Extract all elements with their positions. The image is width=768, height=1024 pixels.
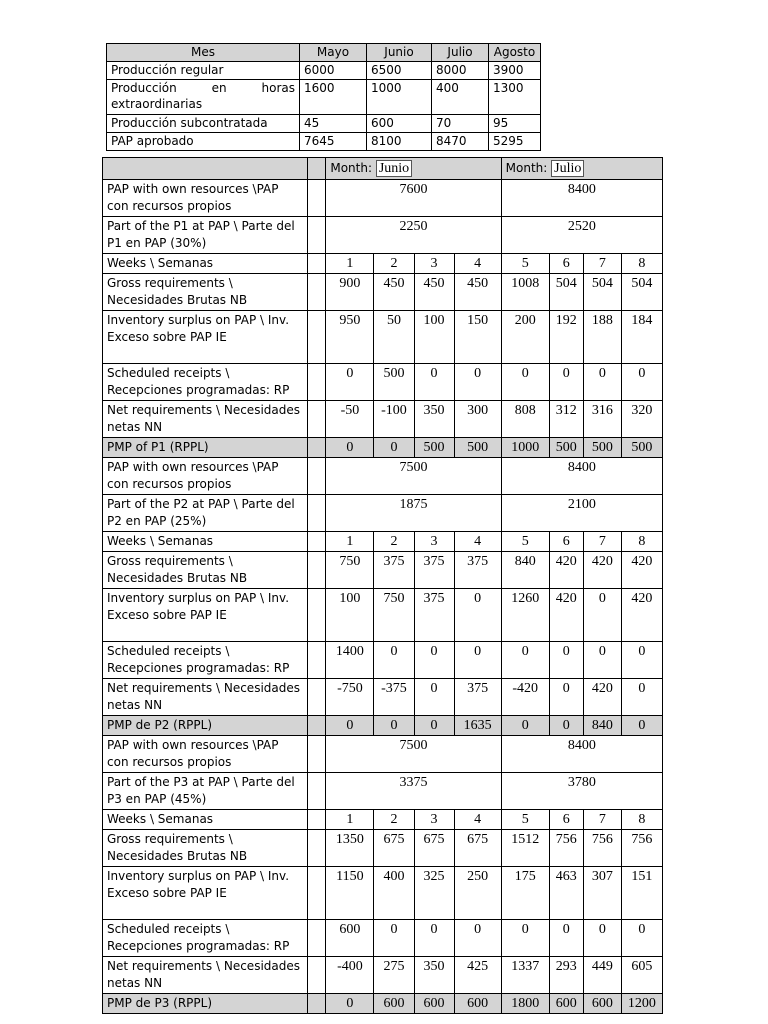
pmp-row-cell: 500: [583, 438, 621, 458]
scheduled-receipts-row-cell: 0: [501, 642, 549, 679]
gross-requirements-row-cell: 900: [326, 274, 374, 311]
pmp-row-cell: 1000: [501, 438, 549, 458]
weeks-row-cell: 8: [621, 810, 662, 830]
summary-cell: 95: [489, 115, 541, 133]
gross-requirements-row-cell: 1512: [501, 830, 549, 867]
net-requirements-row-cell: -50: [326, 401, 374, 438]
summary-header-row: [107, 44, 541, 62]
pap-row: [103, 458, 663, 495]
summary-header-cell: Agosto: [489, 44, 541, 62]
scheduled-receipts-row-cell: 500: [374, 364, 414, 401]
gross-requirements-row-cell: 675: [414, 830, 454, 867]
net-requirements-row-cell: 312: [549, 401, 583, 438]
weeks-row-cell: 2: [374, 532, 414, 552]
pmp-row: [103, 438, 663, 458]
inventory-surplus-row-cell: 950: [326, 311, 374, 364]
inventory-surplus-row: [103, 867, 663, 920]
part-row-value: 2520: [501, 217, 662, 254]
summary-row-label: Producción subcontratada: [107, 115, 300, 133]
pmp-row-cell: 600: [549, 994, 583, 1014]
spacer-cell: [308, 495, 326, 532]
pap-row-value: 7600: [326, 180, 501, 217]
gross-requirements-row-cell: 750: [326, 552, 374, 589]
inventory-surplus-row-cell: 50: [374, 311, 414, 364]
spacer-cell: [308, 180, 326, 217]
summary-cell: 6000: [300, 62, 367, 80]
gross-requirements-row-cell: 450: [414, 274, 454, 311]
scheduled-receipts-row-cell: 0: [501, 364, 549, 401]
scheduled-receipts-row-cell: 0: [326, 364, 374, 401]
part-row: [103, 217, 663, 254]
mps-table: [102, 157, 663, 1014]
scheduled-receipts-row: [103, 920, 663, 957]
inventory-surplus-row: [103, 311, 663, 364]
pmp-row-cell: 1200: [621, 994, 662, 1014]
inventory-surplus-row-cell: 420: [621, 589, 662, 642]
inventory-surplus-row-cell: 188: [583, 311, 621, 364]
summary-header-cell: Mayo: [300, 44, 367, 62]
pap-row-value: 7500: [326, 736, 501, 773]
inventory-surplus-row-cell: 100: [414, 311, 454, 364]
net-requirements-row-cell: 0: [549, 679, 583, 716]
scheduled-receipts-row-cell: 0: [583, 642, 621, 679]
net-requirements-row-cell: 0: [621, 679, 662, 716]
weeks-row-cell: 4: [454, 254, 501, 274]
month-header-junio: [326, 158, 501, 180]
gross-requirements-row-cell: 675: [454, 830, 501, 867]
gross-requirements-row: [103, 552, 663, 589]
gross-requirements-row-cell: 450: [374, 274, 414, 311]
net-requirements-row-cell: -420: [501, 679, 549, 716]
spacer-cell: [308, 920, 326, 957]
summary-row: [107, 80, 541, 115]
part-row-label: Part of the P2 at PAP \ Parte del P2 en PAP (25%): [103, 495, 308, 532]
pmp-row-cell: 600: [454, 994, 501, 1014]
mps-table-body: [103, 158, 663, 1014]
weeks-row-cell: 1: [326, 810, 374, 830]
gross-requirements-row: [103, 830, 663, 867]
net-requirements-row-label: Net requirements \ Necesidades netas NN: [103, 679, 308, 716]
spacer-cell: [308, 217, 326, 254]
weeks-row-label: Weeks \ Semanas: [103, 532, 308, 552]
inventory-surplus-row: [103, 589, 663, 642]
summary-row: [107, 62, 541, 80]
net-requirements-row: [103, 401, 663, 438]
gross-requirements-row-cell: 1350: [326, 830, 374, 867]
spacer-cell: [308, 532, 326, 552]
scheduled-receipts-row-cell: 0: [454, 642, 501, 679]
pmp-row-cell: 1800: [501, 994, 549, 1014]
scheduled-receipts-row-cell: 0: [374, 920, 414, 957]
scheduled-receipts-row-cell: 0: [549, 920, 583, 957]
weeks-row-label: Weeks \ Semanas: [103, 254, 308, 274]
weeks-row-cell: 6: [549, 254, 583, 274]
weeks-row: [103, 532, 663, 552]
scheduled-receipts-row-label: Scheduled receipts \ Recepciones programadas: RP: [103, 920, 308, 957]
scheduled-receipts-row-cell: 0: [454, 920, 501, 957]
pmp-row-cell: 500: [621, 438, 662, 458]
spacer-cell: [308, 401, 326, 438]
spacer-cell: [308, 364, 326, 401]
pap-row: [103, 736, 663, 773]
net-requirements-row-cell: -375: [374, 679, 414, 716]
month-value-junio[interactable]: Junio: [376, 160, 412, 177]
gross-requirements-row-cell: 420: [583, 552, 621, 589]
pmp-row-cell: 0: [501, 716, 549, 736]
pmp-row-cell: 0: [326, 716, 374, 736]
pmp-row-label: PMP de P3 (RPPL): [103, 994, 308, 1014]
scheduled-receipts-row-cell: 0: [374, 642, 414, 679]
part-row-value: 3780: [501, 773, 662, 810]
net-requirements-row-cell: 293: [549, 957, 583, 994]
net-requirements-row-cell: 316: [583, 401, 621, 438]
pap-row: [103, 180, 663, 217]
part-row-value: 1875: [326, 495, 501, 532]
spacer-cell: [308, 254, 326, 274]
spacer-cell: [308, 311, 326, 364]
part-row-label: Part of the P1 at PAP \ Parte del P1 en PAP (30%): [103, 217, 308, 254]
spacer-cell: [308, 736, 326, 773]
inventory-surplus-row-cell: 1260: [501, 589, 549, 642]
inventory-surplus-row-label: Inventory surplus on PAP \ Inv. Exceso sobre PAP IE: [103, 589, 308, 642]
weeks-row-cell: 8: [621, 254, 662, 274]
net-requirements-row-cell: -750: [326, 679, 374, 716]
pmp-row: [103, 994, 663, 1014]
pap-row-value: 8400: [501, 180, 662, 217]
inventory-surplus-row-cell: 420: [549, 589, 583, 642]
pmp-row-cell: 840: [583, 716, 621, 736]
summary-cell: 1300: [489, 80, 541, 115]
scheduled-receipts-row-cell: 0: [549, 642, 583, 679]
scheduled-receipts-row-cell: 0: [583, 920, 621, 957]
net-requirements-row-cell: 449: [583, 957, 621, 994]
pmp-row-cell: 500: [549, 438, 583, 458]
weeks-row-cell: 1: [326, 254, 374, 274]
pmp-row-cell: 0: [326, 438, 374, 458]
gross-requirements-row-label: Gross requirements \ Necesidades Brutas NB: [103, 830, 308, 867]
net-requirements-row-cell: 350: [414, 957, 454, 994]
weeks-row-cell: 2: [374, 254, 414, 274]
inventory-surplus-row-cell: 100: [326, 589, 374, 642]
inventory-surplus-row-cell: 463: [549, 867, 583, 920]
gross-requirements-row-cell: 375: [454, 552, 501, 589]
net-requirements-row-cell: 375: [454, 679, 501, 716]
weeks-row-cell: 7: [583, 810, 621, 830]
pap-row-label: PAP with own resources \PAP con recursos propios: [103, 458, 308, 495]
spacer-cell: [308, 642, 326, 679]
spacer-cell: [308, 957, 326, 994]
net-requirements-row-cell: 320: [621, 401, 662, 438]
gross-requirements-row-cell: 756: [549, 830, 583, 867]
net-requirements-row: [103, 957, 663, 994]
summary-cell: 3900: [489, 62, 541, 80]
summary-header-cell: Julio: [432, 44, 489, 62]
inventory-surplus-row-cell: 1150: [326, 867, 374, 920]
gross-requirements-row-cell: 420: [549, 552, 583, 589]
month-header-julio: [501, 158, 662, 180]
net-requirements-row-cell: 0: [414, 679, 454, 716]
spacer-cell: [308, 867, 326, 920]
pap-row-value: 7500: [326, 458, 501, 495]
net-requirements-row-label: Net requirements \ Necesidades netas NN: [103, 401, 308, 438]
summary-cell: 8100: [367, 133, 432, 151]
gross-requirements-row-label: Gross requirements \ Necesidades Brutas NB: [103, 274, 308, 311]
summary-cell: 5295: [489, 133, 541, 151]
spacer-cell: [308, 716, 326, 736]
summary-cell: 1000: [367, 80, 432, 115]
weeks-row-cell: 4: [454, 532, 501, 552]
pmp-row-cell: 600: [583, 994, 621, 1014]
pmp-row-cell: 0: [326, 994, 374, 1014]
weeks-row-cell: 3: [414, 810, 454, 830]
net-requirements-row-cell: 605: [621, 957, 662, 994]
spacer-cell: [308, 438, 326, 458]
pmp-row-cell: 500: [454, 438, 501, 458]
pmp-row-cell: 0: [374, 438, 414, 458]
scheduled-receipts-row-cell: 0: [501, 920, 549, 957]
scheduled-receipts-row-label: Scheduled receipts \ Recepciones programadas: RP: [103, 364, 308, 401]
pmp-row-cell: 0: [549, 716, 583, 736]
inventory-surplus-row-cell: 151: [621, 867, 662, 920]
pmp-row-cell: 1635: [454, 716, 501, 736]
weeks-row-cell: 7: [583, 254, 621, 274]
summary-cell: 7645: [300, 133, 367, 151]
weeks-row-cell: 6: [549, 532, 583, 552]
inventory-surplus-row-cell: 400: [374, 867, 414, 920]
gross-requirements-row-cell: 450: [454, 274, 501, 311]
gross-requirements-row-cell: 675: [374, 830, 414, 867]
month-label: Month:: [505, 161, 548, 175]
month-header-row: [103, 158, 663, 180]
inventory-surplus-row-cell: 192: [549, 311, 583, 364]
inventory-surplus-row-cell: 150: [454, 311, 501, 364]
pmp-row-cell: 0: [414, 716, 454, 736]
pmp-row-cell: 500: [414, 438, 454, 458]
pmp-row-cell: 600: [414, 994, 454, 1014]
summary-row-label: PAP aprobado: [107, 133, 300, 151]
summary-cell: 70: [432, 115, 489, 133]
net-requirements-row-cell: 420: [583, 679, 621, 716]
pmp-row-label: PMP de P2 (RPPL): [103, 716, 308, 736]
weeks-row-cell: 3: [414, 254, 454, 274]
scheduled-receipts-row: [103, 642, 663, 679]
net-requirements-row-cell: -400: [326, 957, 374, 994]
weeks-row-cell: 6: [549, 810, 583, 830]
gross-requirements-row-cell: 504: [583, 274, 621, 311]
gross-requirements-row-cell: 504: [621, 274, 662, 311]
net-requirements-row: [103, 679, 663, 716]
part-row-value: 3375: [326, 773, 501, 810]
gross-requirements-row-cell: 504: [549, 274, 583, 311]
spacer-cell: [308, 994, 326, 1014]
summary-cell: 400: [432, 80, 489, 115]
inventory-surplus-row-label: Inventory surplus on PAP \ Inv. Exceso sobre PAP IE: [103, 867, 308, 920]
weeks-row-cell: 8: [621, 532, 662, 552]
inventory-surplus-row-cell: 325: [414, 867, 454, 920]
weeks-row-cell: 2: [374, 810, 414, 830]
scheduled-receipts-row: [103, 364, 663, 401]
pmp-row-cell: 600: [374, 994, 414, 1014]
gross-requirements-row-cell: 756: [583, 830, 621, 867]
net-requirements-row-cell: -100: [374, 401, 414, 438]
net-requirements-row-cell: 300: [454, 401, 501, 438]
spacer-cell: [308, 274, 326, 311]
part-row-value: 2100: [501, 495, 662, 532]
pmp-row-label: PMP of P1 (RPPL): [103, 438, 308, 458]
scheduled-receipts-row-cell: 0: [414, 920, 454, 957]
weeks-row-cell: 5: [501, 254, 549, 274]
net-requirements-row-cell: 808: [501, 401, 549, 438]
weeks-row-cell: 5: [501, 532, 549, 552]
scheduled-receipts-row-cell: 600: [326, 920, 374, 957]
weeks-row-cell: 3: [414, 532, 454, 552]
pap-row-value: 8400: [501, 458, 662, 495]
inventory-surplus-row-label: Inventory surplus on PAP \ Inv. Exceso sobre PAP IE: [103, 311, 308, 364]
scheduled-receipts-row-cell: 0: [621, 642, 662, 679]
scheduled-receipts-row-cell: 0: [621, 920, 662, 957]
gross-requirements-row-cell: 756: [621, 830, 662, 867]
summary-row: [107, 133, 541, 151]
net-requirements-row-cell: 275: [374, 957, 414, 994]
gross-requirements-row-cell: 420: [621, 552, 662, 589]
blank-header-cell: [103, 158, 308, 180]
month-value-julio[interactable]: Julio: [551, 160, 584, 177]
inventory-surplus-row-cell: 375: [414, 589, 454, 642]
scheduled-receipts-row-cell: 1400: [326, 642, 374, 679]
gross-requirements-row: [103, 274, 663, 311]
weeks-row-cell: 5: [501, 810, 549, 830]
scheduled-receipts-row-cell: 0: [414, 364, 454, 401]
production-summary-table: [106, 43, 541, 151]
scheduled-receipts-row-cell: 0: [454, 364, 501, 401]
part-row: [103, 773, 663, 810]
scheduled-receipts-row-cell: 0: [621, 364, 662, 401]
spacer-cell: [308, 830, 326, 867]
gross-requirements-row-cell: 375: [414, 552, 454, 589]
blank-header-cell: [308, 158, 326, 180]
part-row: [103, 495, 663, 532]
scheduled-receipts-row-cell: 0: [549, 364, 583, 401]
spacer-cell: [308, 679, 326, 716]
gross-requirements-row-label: Gross requirements \ Necesidades Brutas NB: [103, 552, 308, 589]
inventory-surplus-row-cell: 175: [501, 867, 549, 920]
pmp-row: [103, 716, 663, 736]
net-requirements-row-cell: 1337: [501, 957, 549, 994]
scheduled-receipts-row-cell: 0: [414, 642, 454, 679]
weeks-row: [103, 810, 663, 830]
pap-row-label: PAP with own resources \PAP con recursos propios: [103, 180, 308, 217]
inventory-surplus-row-cell: 200: [501, 311, 549, 364]
pap-row-value: 8400: [501, 736, 662, 773]
summary-row-label: Producción en horas extraordinarias: [107, 80, 300, 115]
spacer-cell: [308, 552, 326, 589]
summary-row-label: Producción regular: [107, 62, 300, 80]
gross-requirements-row-cell: 1008: [501, 274, 549, 311]
summary-cell: 1600: [300, 80, 367, 115]
part-row-label: Part of the P3 at PAP \ Parte del P3 en PAP (45%): [103, 773, 308, 810]
summary-cell: 8000: [432, 62, 489, 80]
weeks-row-label: Weeks \ Semanas: [103, 810, 308, 830]
summary-header-cell: Junio: [367, 44, 432, 62]
inventory-surplus-row-cell: 0: [583, 589, 621, 642]
weeks-row-cell: 7: [583, 532, 621, 552]
gross-requirements-row-cell: 375: [374, 552, 414, 589]
month-label: Month:: [330, 161, 373, 175]
summary-cell: 6500: [367, 62, 432, 80]
pap-row-label: PAP with own resources \PAP con recursos propios: [103, 736, 308, 773]
inventory-surplus-row-cell: 250: [454, 867, 501, 920]
spacer-cell: [308, 458, 326, 495]
pmp-row-cell: 0: [374, 716, 414, 736]
summary-header-cell: Mes: [107, 44, 300, 62]
summary-cell: 600: [367, 115, 432, 133]
scheduled-receipts-row-cell: 0: [583, 364, 621, 401]
summary-cell: 45: [300, 115, 367, 133]
inventory-surplus-row-cell: 0: [454, 589, 501, 642]
net-requirements-row-cell: 425: [454, 957, 501, 994]
spacer-cell: [308, 810, 326, 830]
gross-requirements-row-cell: 840: [501, 552, 549, 589]
inventory-surplus-row-cell: 307: [583, 867, 621, 920]
spacer-cell: [308, 589, 326, 642]
scheduled-receipts-row-label: Scheduled receipts \ Recepciones programadas: RP: [103, 642, 308, 679]
summary-cell: 8470: [432, 133, 489, 151]
weeks-row-cell: 1: [326, 532, 374, 552]
spacer-cell: [308, 773, 326, 810]
net-requirements-row-cell: 350: [414, 401, 454, 438]
net-requirements-row-label: Net requirements \ Necesidades netas NN: [103, 957, 308, 994]
weeks-row-cell: 4: [454, 810, 501, 830]
inventory-surplus-row-cell: 184: [621, 311, 662, 364]
inventory-surplus-row-cell: 750: [374, 589, 414, 642]
summary-row: [107, 115, 541, 133]
part-row-value: 2250: [326, 217, 501, 254]
pmp-row-cell: 0: [621, 716, 662, 736]
weeks-row: [103, 254, 663, 274]
